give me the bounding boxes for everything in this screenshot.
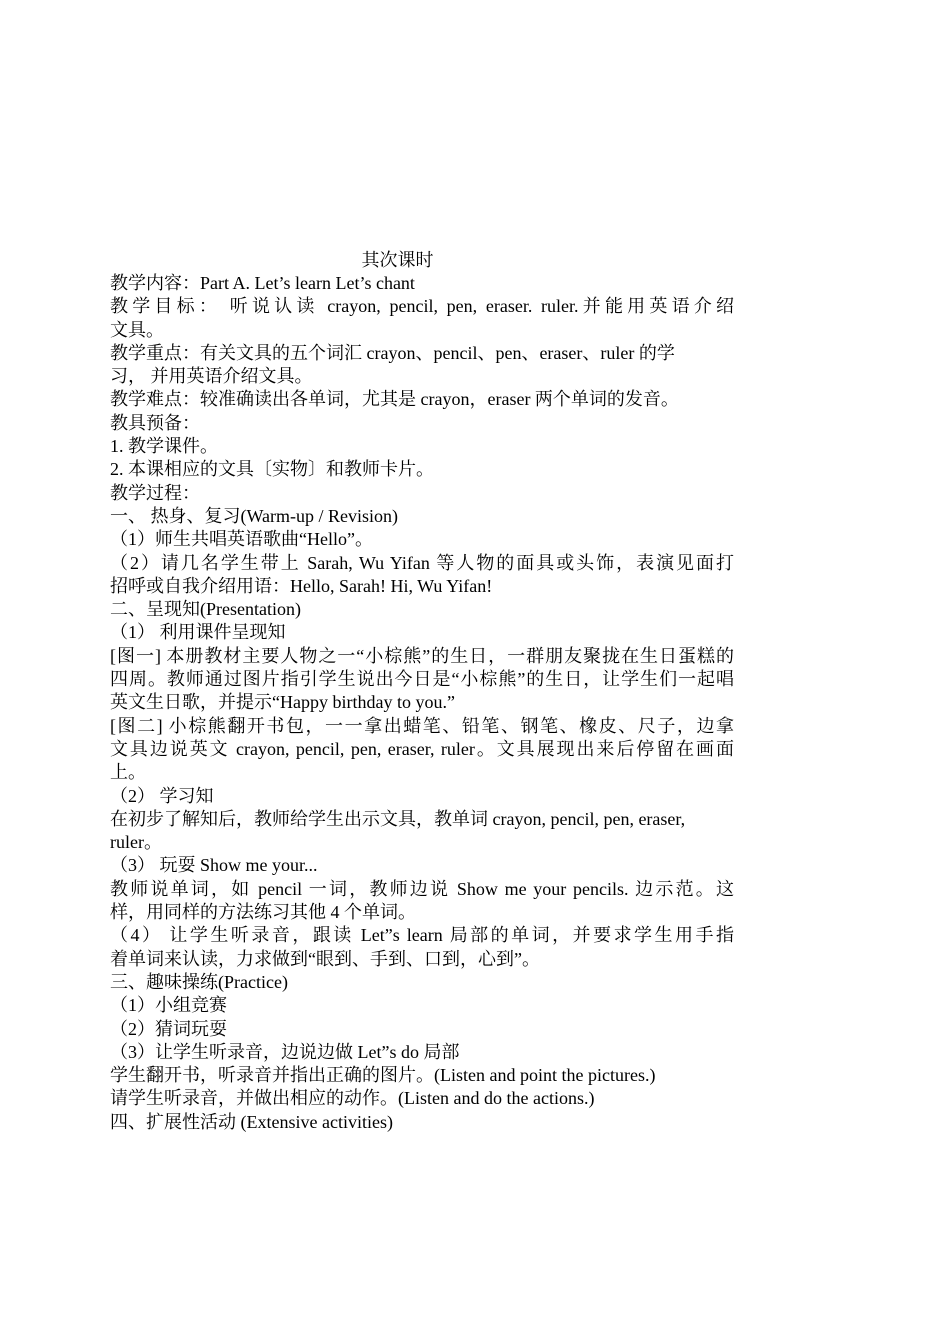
teaching-goal-continued-line: 文具。 xyxy=(110,319,164,340)
paragraph-line: 学生翻开书，听录音并指出正确的图片。(Listen and point the pictures.) xyxy=(110,1065,656,1086)
list-item: （2）猜词玩耍 xyxy=(110,1018,227,1039)
teaching-aid-item: 1. 教学课件。 xyxy=(110,436,218,457)
lesson-title: 其次课时 xyxy=(361,250,434,270)
lesson-body xyxy=(110,272,734,1134)
picture-two-paragraph-continued: 上。 xyxy=(110,762,146,783)
section-heading-presentation: 二、呈现知(Presentation) xyxy=(110,599,301,620)
list-item: （3）让学生听录音，边说边做 Let”s do 局部 xyxy=(110,1041,460,1062)
list-item: （3） 玩耍 Show me your... xyxy=(110,855,318,876)
paragraph-line: 请学生听录音，并做出相应的动作。(Listen and do the actions.) xyxy=(110,1088,595,1109)
list-item: （1）小组竞赛 xyxy=(110,995,227,1016)
list-item: （2） 学习知 xyxy=(110,785,214,806)
list-item: （2）请几名学生带上 Sarah, Wu Yifan 等人物的面具或头饰，表演见面打 xyxy=(110,552,734,573)
teaching-focus-continued-line: 习， 并用英语介绍文具。 xyxy=(110,366,313,387)
teaching-goal-line: 教学目标： 听说认读 crayon, pencil, pen, eraser. ruler.并能用英语介绍 xyxy=(110,296,734,317)
section-heading-practice: 三、趣味操练(Practice) xyxy=(110,971,288,992)
paragraph-line: 样，用同样的方法练习其他 4 个单词。 xyxy=(110,902,416,923)
paragraph-line: ruler。 xyxy=(110,832,162,853)
picture-one-paragraph-continued: 四周。教师通过图片指引学生说出今日是“小棕熊”的生日，让学生们一起唱 xyxy=(110,669,734,690)
section-heading-extensive-activities: 四、扩展性活动 (Extensive activities) xyxy=(110,1111,393,1132)
picture-one-paragraph: [图一] 本册教材主要人物之一“小棕熊”的生日，一群朋友聚拢在生日蛋糕的 xyxy=(110,645,734,666)
list-item: （1）师生共唱英语歌曲“Hello”。 xyxy=(110,529,373,550)
section-heading-warmup: 一、 热身、复习(Warm-up / Revision) xyxy=(110,505,399,526)
paragraph-line: 在初步了解知后，教师给学生出示文具，教单词 crayon, pencil, pen, eraser, xyxy=(110,808,686,829)
picture-one-paragraph-continued: 英文生日歌，并提示“Happy birthday to you.” xyxy=(110,692,455,713)
list-item-continued: 招呼或自我介绍用语：Hello, Sarah! Hi, Wu Yifan! xyxy=(110,575,493,596)
list-item: （1） 利用课件呈现知 xyxy=(110,622,286,643)
teaching-difficulty-line: 教学难点：较准确读出各单词，尤其是 crayon，eraser 两个单词的发音。 xyxy=(110,389,679,410)
list-item: （4） 让学生听录音，跟读 Let”s learn 局部的单词，并要求学生用手指 xyxy=(110,925,734,946)
teaching-aid-item: 2. 本课相应的文具〔实物〕和教师卡片。 xyxy=(110,459,434,480)
picture-two-paragraph-continued: 文具边说英文 crayon, pencil, pen, eraser, ruler。文具展现出来后停留在画面 xyxy=(110,738,734,759)
teaching-aids-heading: 教具预备： xyxy=(110,412,200,433)
teaching-process-heading: 教学过程： xyxy=(110,482,200,503)
teaching-content-line: 教学内容：Part A. Let’s learn Let’s chant xyxy=(110,273,415,293)
paragraph-line: 教师说单词，如 pencil 一词，教师边说 Show me your pencils. 边示范。这 xyxy=(110,878,734,899)
picture-two-paragraph: [图二] 小棕熊翻开书包，一一拿出蜡笔、铅笔、钢笔、橡皮、尺子，边拿 xyxy=(110,715,734,736)
list-item-continued: 着单词来认读，力求做到“眼到、手到、口到，心到”。 xyxy=(110,948,540,969)
teaching-focus-line: 教学重点：有关文具的五个词汇 crayon、pencil、pen、eraser、ruler 的学 xyxy=(110,342,675,363)
